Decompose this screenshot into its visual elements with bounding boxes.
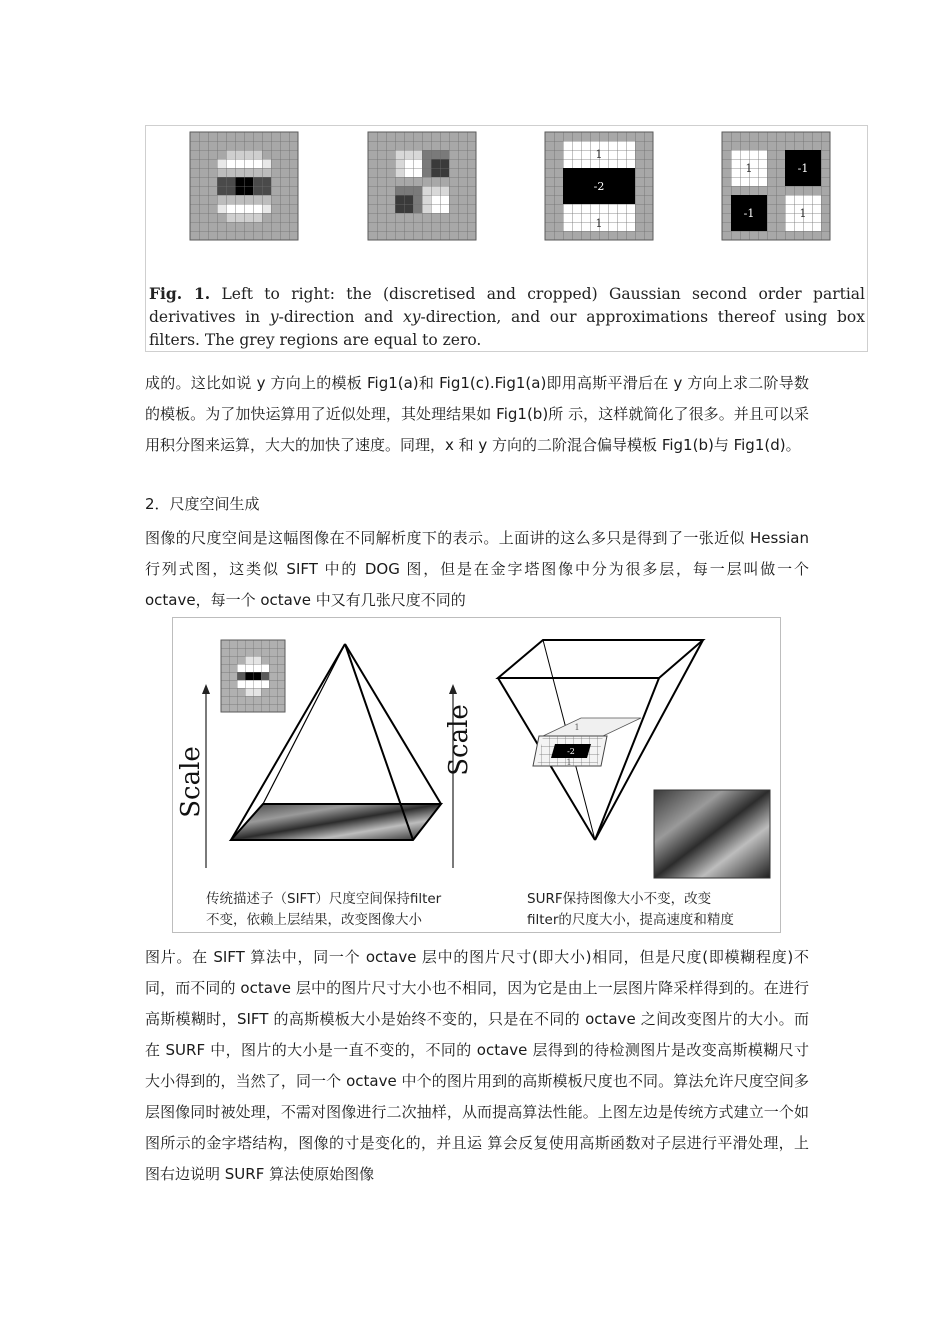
- surf-caption-line1: SURF保持图像大小不变，改变: [527, 891, 712, 907]
- paragraph-1: 成的。这比如说 y 方向上的模板 Fig1(a)和 Fig1(c).Fig1(a)即用高斯平滑后在 y 方向上求二阶导数的模板。为了加快运算用了近似处理，其处理结果如 Fig1(b)所 示，这样就简化了很多。并且可以采用积分图来运算，大大的加快了速度。同理，x 和 y 方向的二阶混合偏导模板 Fig1(b)与 Fig1(d)。: [145, 374, 809, 454]
- box-yy-bottom-label: 1: [595, 217, 603, 230]
- figure-1-caption: [149, 282, 865, 352]
- section-heading: 2．尺度空间生成: [145, 495, 260, 513]
- scale-space-diagram: [173, 618, 781, 933]
- box-yy-mid-label: -2: [593, 180, 605, 193]
- small-box-mid-label: -2: [567, 747, 575, 756]
- small-box-top-label: 1: [574, 723, 580, 732]
- figure-2: [172, 617, 781, 933]
- box-yy-panel: [545, 132, 653, 240]
- caption-part3: -direction, and our approximations thereof using box filters. The grey regions are equal to zero.: [149, 308, 865, 349]
- box-xy-br-label: 1: [799, 207, 807, 220]
- paragraph-2: 图像的尺度空间是这幅图像在不同解析度下的表示。上面讲的这么多只是得到了一张近似 Hessian 行列式图，这类似 SIFT 中的 DOG 图，但是在金字塔图像中分为很多层，每一层叫做一个 octave，每一个 octave 中又有几张尺度不同的: [145, 529, 809, 609]
- caption-prefix: Fig. 1.: [149, 284, 211, 303]
- caption-y: y: [269, 308, 279, 326]
- caption-xy: xy: [402, 308, 421, 326]
- gaussian-filter-icon: [221, 640, 285, 712]
- paragraph-3: 图片。在 SIFT 算法中，同一个 octave 层中的图片尺寸(即大小)相同，但是尺度(即模糊程度)不同，而不同的 octave 层中的图片尺寸大小也不相同，因为它是由上一层图片降采样得到的。在进行高斯模糊时，SIFT 的高斯模板大小是始终不变的，只是在不同的 octave 之间改变图片的大小。而在 SURF 中，图片的大小是一直不变的，不同的 octave 层得到的待检测图片是改变高斯模糊尺寸大小得到的，当然了，同一个 octave 中个的图片用到的高斯模板尺度也不同。算法允许尺度空间多层图像同时被处理，不需对图像进行二次抽样，从而提高算法性能。上图左边是传统方式建立一个如图所示的金字塔结构，图像的寸是变化的，并且运 算会反复使用高斯函数对子层进行平滑处理，上图右边说明 SURF 算法使原始图像: [145, 948, 809, 1183]
- right-scale-label: Scale: [444, 704, 474, 776]
- box-xy-tr-label: -1: [797, 162, 809, 175]
- original-image: [654, 790, 770, 878]
- box-xy-tl-label: 1: [745, 162, 753, 175]
- box-yy-top-label: 1: [595, 148, 603, 161]
- figure-1: [145, 125, 868, 352]
- sift-caption-line1: 传统描述子（SIFT）尺度空间保持filter: [206, 891, 442, 907]
- gaussian-yy-panel: [190, 132, 298, 240]
- box-xy-bl-label: -1: [743, 207, 755, 220]
- box-xy-panel: [722, 132, 830, 240]
- gaussian-xy-panel: [368, 132, 476, 240]
- sift-caption-line2: 不变，依赖上层结果，改变图像大小: [206, 912, 422, 928]
- left-scale-label: Scale: [176, 746, 206, 818]
- sift-caption: [206, 889, 441, 931]
- small-box-bottom-label: 1: [566, 758, 572, 767]
- caption-part1: Left to right: the (discretised and cropped) Gaussian second order partial derivatives in: [149, 285, 865, 326]
- filter-panels: [146, 126, 869, 276]
- surf-caption: [527, 889, 734, 931]
- surf-caption-line2: filter的尺度大小，提高速度和精度: [527, 912, 734, 928]
- caption-part2: -direction and: [278, 308, 403, 326]
